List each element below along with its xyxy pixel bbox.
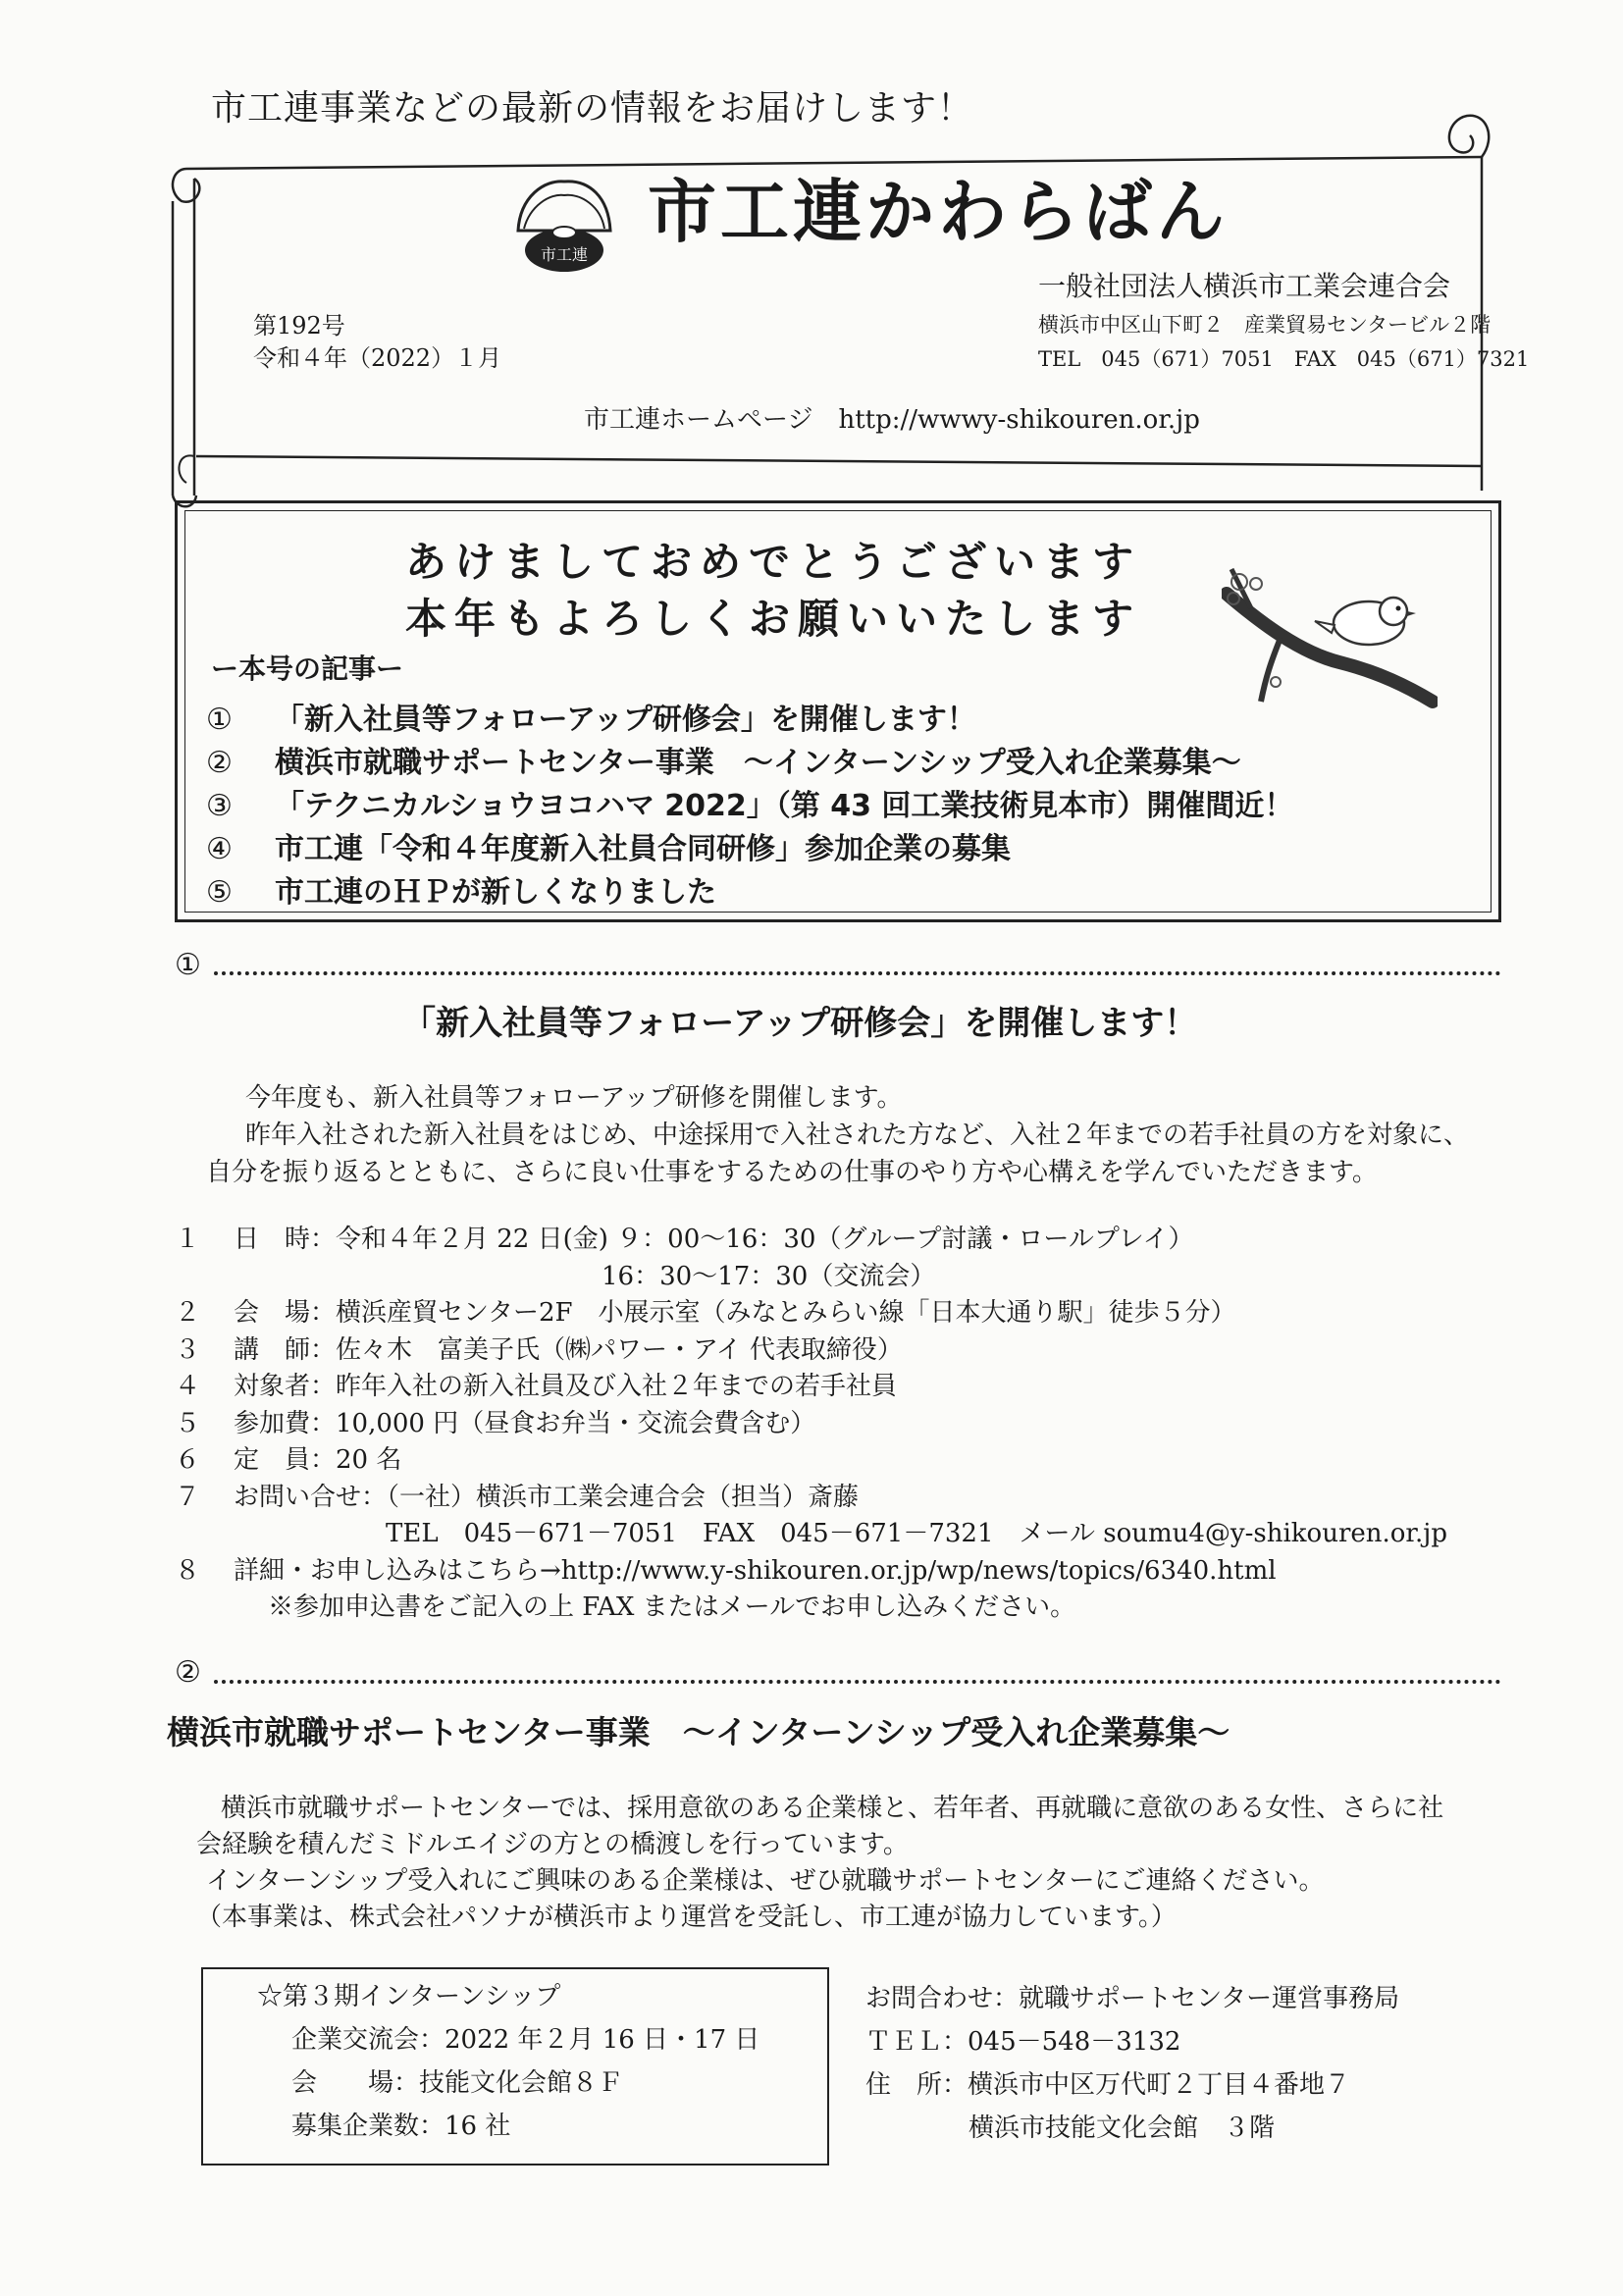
toc-item-text: 横浜市就職サポートセンター事業 ～インターンシップ受入れ企業募集～ bbox=[275, 746, 1241, 780]
toc-item-num: ⑤ bbox=[206, 875, 233, 910]
section2-body bbox=[167, 1791, 1443, 1936]
detail-row[interactable] bbox=[175, 1553, 1447, 1591]
section1-divider bbox=[214, 971, 1501, 975]
section2-body-line: （本事業は、株式会社パソナが横浜市より運営を受託し、市工連が協力しています。） bbox=[196, 1903, 1177, 1932]
toc-item-text: 市工連のＨＰが新しくなりました bbox=[275, 875, 716, 910]
greeting-line-1: あけましておめでとうございます bbox=[405, 538, 1142, 586]
org-name: 一般社団法人横浜市工業会連合会 bbox=[1038, 270, 1451, 302]
detail-num: ３ bbox=[175, 1334, 201, 1365]
detail-text: 日 時：令和４年２月 22 日(金) ９：00～16：30（グループ討議・ロールプレイ） bbox=[234, 1225, 1194, 1254]
detail-num: １ bbox=[175, 1225, 201, 1254]
tagline: 市工連事業などの最新の情報をお届けします！ bbox=[211, 88, 974, 129]
internship-info bbox=[257, 1975, 759, 2148]
issue-date: 令和４年（2022）１月 bbox=[253, 344, 502, 372]
section2-body-line: インターンシップ受入れにご興味のある企業様は、ぜひ就職サポートセンターにご連絡ください。 bbox=[206, 1866, 1325, 1896]
detail-num: ２ bbox=[175, 1298, 201, 1328]
section1-intro-line: 自分を振り返るとともに、さらに良い仕事をするための仕事のやり方や心構えを学んでいただきます。 bbox=[206, 1158, 1378, 1187]
detail-text: 会 場：横浜産貿センター2F 小展示室（みなとみらい線「日本大通り駅」徒歩５分） bbox=[234, 1298, 1236, 1328]
homepage-link[interactable]: 市工連ホームページ http://wwwy-shikouren.or.jp bbox=[584, 405, 1200, 435]
detail-row bbox=[175, 1259, 1447, 1296]
detail-row bbox=[175, 1369, 1447, 1406]
detail-row bbox=[175, 1516, 1447, 1553]
toc-item-num: ② bbox=[206, 746, 233, 780]
detail-text: 定 員：20 名 bbox=[234, 1445, 402, 1475]
contact-line: 住 所：横浜市中区万代町２丁目４番地７ bbox=[865, 2070, 1351, 2100]
detail-note: ※参加申込書をご記入の上 FAX またはメールでお申し込みください。 bbox=[268, 1592, 1076, 1622]
contact-line: ＴＥＬ：045－548－3132 bbox=[865, 2027, 1181, 2057]
section2-title: 横浜市就職サポートセンター事業 ～インターンシップ受入れ企業募集～ bbox=[167, 1713, 1230, 1751]
section1-intro-line: 昨年入社された新入社員をはじめ、中途採用で入社された方など、入社２年までの若手社員の方を対象に、 bbox=[245, 1121, 1469, 1150]
toc-item-num: ④ bbox=[206, 832, 233, 866]
detail-row bbox=[175, 1222, 1447, 1259]
newsletter-title: 市工連かわらばん bbox=[648, 172, 1229, 252]
section1-details bbox=[175, 1222, 1447, 1627]
detail-row bbox=[175, 1590, 1447, 1627]
section2-body-line: 横浜市就職サポートセンターでは、採用意欲のある企業様と、若年者、再就職に意欲のある女性、さらに社 bbox=[221, 1794, 1444, 1823]
detail-row bbox=[175, 1332, 1447, 1370]
detail-text: 16：30～17：30（交流会） bbox=[602, 1261, 936, 1291]
toc-heading: ー本号の記事ー bbox=[211, 652, 404, 685]
detail-row bbox=[175, 1480, 1447, 1517]
detail-row bbox=[175, 1442, 1447, 1480]
toc-item-num: ③ bbox=[206, 789, 233, 823]
toc-item-text: 市工連「令和４年度新入社員合同研修」参加企業の募集 bbox=[275, 832, 1011, 866]
section2-contact bbox=[865, 1977, 1399, 2150]
toc-item-text: 「新入社員等フォローアップ研修会」を開催します！ bbox=[275, 703, 976, 737]
toc-item-num: ① bbox=[206, 703, 233, 737]
section2-body-line: 会経験を積んだミドルエイジの方との橋渡しを行っています。 bbox=[196, 1830, 909, 1859]
issue-number: 第192号 bbox=[253, 312, 345, 339]
toc-item[interactable] bbox=[206, 695, 1293, 738]
contact-line: TEL 045－671－7051 FAX 045－671－7321 メール soumu4@y-shikouren.or.jp bbox=[386, 1519, 1447, 1548]
detail-num: ４ bbox=[175, 1372, 201, 1401]
internship-row: 企業交流会：2022 年２月 16 日・17 日 bbox=[291, 2025, 760, 2055]
contact-line: 横浜市技能文化会館 ３階 bbox=[969, 2113, 1276, 2143]
section1-number: ① bbox=[175, 948, 201, 982]
toc-item[interactable] bbox=[206, 867, 1293, 911]
contact-line: お問合わせ：就職サポートセンター運営事務局 bbox=[865, 1984, 1400, 2013]
detail-num: ６ bbox=[175, 1445, 201, 1475]
section2-divider bbox=[214, 1680, 1501, 1684]
detail-text: 参加費：10,000 円（昼食お弁当・交流会費含む） bbox=[234, 1408, 816, 1438]
toc-item[interactable] bbox=[206, 824, 1293, 867]
toc-item[interactable] bbox=[206, 738, 1293, 781]
detail-row bbox=[175, 1406, 1447, 1443]
toc-list bbox=[206, 695, 1293, 911]
section1-intro bbox=[206, 1079, 1469, 1191]
section1-intro-line: 今年度も、新入社員等フォローアップ研修を開催します。 bbox=[245, 1083, 903, 1113]
detail-num: ５ bbox=[175, 1408, 201, 1438]
detail-row bbox=[175, 1295, 1447, 1332]
bird-on-branch-illustration bbox=[1222, 554, 1438, 711]
toc-item-text: 「テクニカルショウヨコハマ 2022」（第 43 回工業技術見本市）開催間近！ bbox=[275, 789, 1294, 823]
detail-text: 対象者：昨年入社の新入社員及び入社２年までの若手社員 bbox=[234, 1372, 898, 1401]
internship-row: 会 場：技能文化会館８Ｆ bbox=[291, 2068, 624, 2098]
detail-num: ７ bbox=[175, 1482, 201, 1512]
detail-text: お問い合せ：（一社）横浜市工業会連合会（担当）斎藤 bbox=[234, 1482, 860, 1512]
detail-num: ８ bbox=[175, 1555, 201, 1586]
shikouren-logo bbox=[510, 172, 618, 280]
application-link[interactable]: 詳細・お申し込みはこちら→http://www.y-shikouren.or.jp/wp/news/topics/6340.html bbox=[234, 1555, 1277, 1586]
org-address: 横浜市中区山下町２ 産業貿易センタービル２階 bbox=[1038, 313, 1492, 337]
internship-heading: ☆第３期インターンシップ bbox=[257, 1982, 561, 2011]
org-tel-fax: TEL 045（671）7051 FAX 045（671）7321 bbox=[1038, 347, 1530, 371]
toc-item[interactable] bbox=[206, 781, 1293, 824]
detail-text: 講 師：佐々木 富美子氏（㈱パワー・アイ 代表取締役） bbox=[234, 1334, 903, 1365]
greeting-line-2: 本年もよろしくお願いいたします bbox=[405, 595, 1142, 643]
logo-text: 市工連 bbox=[540, 245, 589, 264]
section1-title: 「新入社員等フォローアップ研修会」を開催します！ bbox=[402, 1004, 1198, 1043]
internship-row: 募集企業数：16 社 bbox=[291, 2112, 511, 2141]
section2-number: ② bbox=[175, 1655, 201, 1690]
